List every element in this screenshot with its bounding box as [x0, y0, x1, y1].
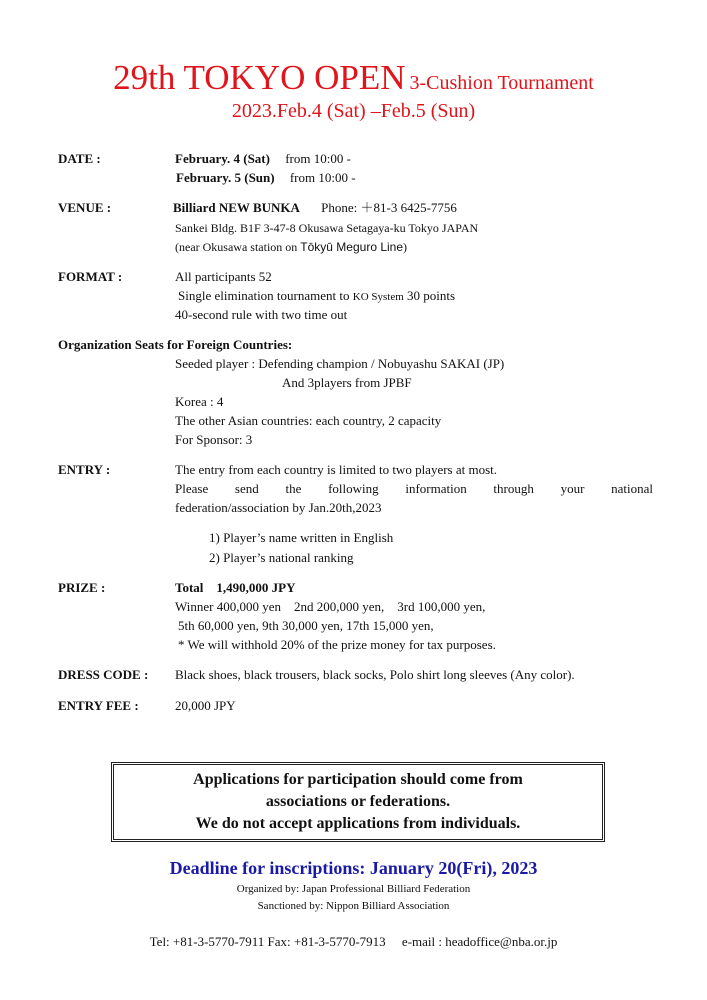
prize-total: Total 1,490,000 JPY: [175, 580, 296, 595]
format-ko-system: KO System: [352, 291, 404, 303]
seats-line1: Seeded player : Defending champion / Nobuyashu SAKAI (JP): [175, 356, 505, 371]
title: [0, 58, 707, 98]
tournament-dates: 2023.Feb.4 (Sat) –Feb.5 (Sun): [231, 100, 476, 122]
notice-box: [111, 762, 605, 842]
format-line1: All participants 52: [175, 269, 272, 284]
date-day2-text: February. 5 (Sun): [176, 170, 275, 185]
entry-line3: federation/association by Jan.20th,2023: [175, 500, 382, 515]
prize-line1: Winner 400,000 yen 2nd 200,000 yen, 3rd 100,000 yen,: [175, 599, 486, 614]
entry-label: ENTRY :: [58, 462, 111, 477]
contact-info: Tel: +81-3-5770-7911 Fax: +81-3-5770-7913 e-mail : headoffice@nba.or.jp: [149, 934, 558, 949]
venue-near: (near Okusawa station on Tōkyū Meguro Line): [175, 240, 408, 254]
entry-line1: The entry from each country is limited to two players at most.: [175, 462, 498, 477]
format-line2: Single elimination tournament to KO System 30 points: [178, 288, 456, 303]
seats-line3: Korea : 4: [175, 394, 224, 409]
venue-train-line: Tōkyū Meguro Line: [300, 240, 404, 254]
seats-label: Organization Seats for Foreign Countries:: [58, 337, 293, 352]
title-sub: 3-Cushion Tournament: [409, 72, 594, 94]
fee-text: 20,000 JPY: [175, 698, 236, 713]
prize-label: PRIZE :: [58, 580, 106, 595]
notice-line2: associations or federations.: [265, 793, 451, 810]
date-time1: from 10:00 -: [285, 151, 351, 166]
format-label: FORMAT :: [58, 269, 123, 284]
notice-line3: We do not accept applications from individuals.: [195, 815, 521, 832]
notice-line1: Applications for participation should come from: [193, 771, 523, 788]
format-line3: 40-second rule with two time out: [175, 307, 348, 322]
entry-item2: 2) Player’s national ranking: [209, 550, 354, 565]
venue-address: Sankei Bldg. B1F 3-47-8 Okusawa Setagaya-ku Tokyo JAPAN: [175, 221, 479, 235]
fee-label: ENTRY FEE :: [58, 698, 139, 713]
venue-name: Billiard NEW BUNKA: [173, 200, 300, 215]
seats-line5: For Sponsor: 3: [175, 432, 253, 447]
prize-line3: * We will withhold 20% of the prize money for tax purposes.: [178, 637, 496, 652]
dress-text: Black shoes, black trousers, black socks, Polo shirt long sleeves (Any color).: [175, 667, 575, 682]
date-label: DATE :: [58, 151, 101, 166]
entry-item1: 1) Player’s name written in English: [209, 530, 394, 545]
dress-label: DRESS CODE :: [58, 667, 149, 682]
sanctioned-by: Sanctioned by: Nippon Billiard Association: [257, 900, 450, 912]
deadline: Deadline for inscriptions: January 20(Fri), 2023: [169, 858, 538, 878]
date-day2: [176, 168, 356, 187]
date-day1: [175, 149, 351, 168]
organized-by: Organized by: Japan Professional Billiard Federation: [236, 883, 471, 895]
seats-line2: And 3players from JPBF: [282, 375, 412, 390]
venue-name-line: [173, 198, 457, 217]
venue-phone: Phone: ＋81-3 6425-7756: [321, 200, 457, 215]
title-main: 29th TOKYO OPEN: [113, 58, 406, 97]
date-day1-text: February. 4 (Sat): [175, 151, 270, 166]
prize-line2: 5th 60,000 yen, 9th 30,000 yen, 17th 15,000 yen,: [178, 618, 434, 633]
venue-label: VENUE :: [58, 200, 112, 215]
date-time2: from 10:00 -: [289, 170, 356, 185]
seats-line4: The other Asian countries: each country, 2 capacity: [175, 413, 442, 428]
entry-line2: Please send the following information through your national: [175, 481, 653, 496]
